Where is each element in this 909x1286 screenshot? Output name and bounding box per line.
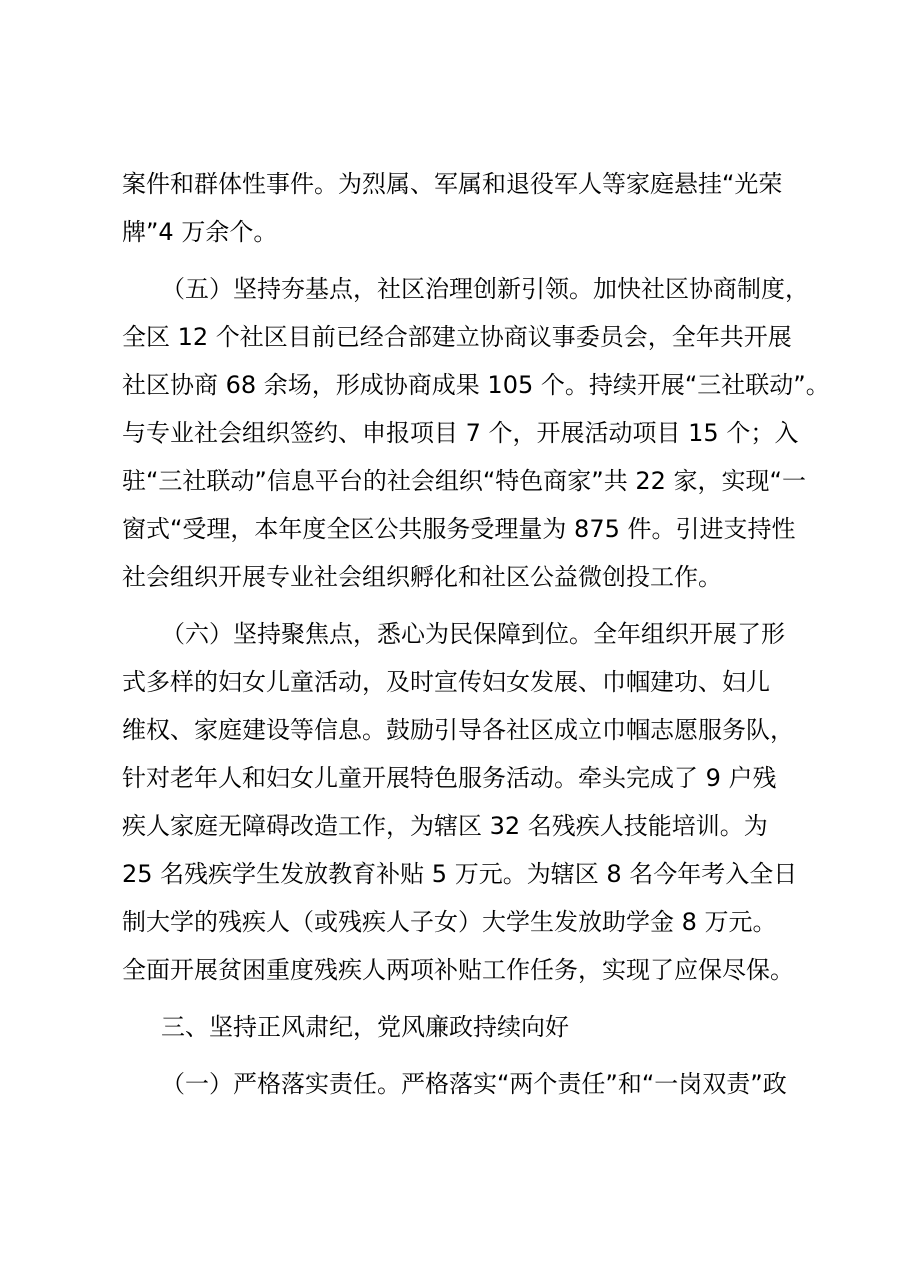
text-line-10: （六）坚持聚焦点，悉心为民保障到位。全年组织开展了形 xyxy=(161,620,785,648)
text-line-2: 牌”4 万余个。 xyxy=(122,218,278,246)
text-line-15: 25 名残疾学生发放教育补贴 5 万元。为辖区 8 名今年考入全日 xyxy=(122,860,798,888)
text-line-12: 维权、家庭建设等信息。鼓励引导各社区成立巾帼志愿服务队， xyxy=(122,716,794,744)
text-line-6: 与专业社会组织签约、申报项目 7 个，开展活动项目 15 个；入 xyxy=(122,419,799,447)
text-line-19: （一）严格落实责任。严格落实“两个责任”和“一岗双责”政 xyxy=(161,1070,787,1098)
text-line-4: 全区 12 个社区目前已经合部建立协商议事委员会，全年共开展 xyxy=(122,323,792,351)
text-line-13: 针对老年人和妇女儿童开展特色服务活动。牵头完成了 9 户残 xyxy=(122,764,777,792)
text-line-14: 疾人家庭无障碍改造工作，为辖区 32 名残疾人技能培训。为 xyxy=(122,812,768,840)
text-line-8: 窗式“受理，本年度全区公共服务受理量为 875 件。引进支持性 xyxy=(122,515,796,543)
text-line-7: 驻“三社联动”信息平台的社会组织“特色商家”共 22 家，实现“一 xyxy=(122,467,806,495)
text-line-9: 社会组织开展专业社会组织孵化和社区公益微创投工作。 xyxy=(122,563,722,591)
text-line-11: 式多样的妇女儿童活动，及时宣传妇女发展、巾帼建功、妇儿 xyxy=(122,668,770,696)
section-heading: 三、坚持正风肃纪，党风廉政持续向好 xyxy=(161,1013,569,1041)
text-line-5: 社区协商 68 余场，形成协商成果 105 个。持续开展“三社联动”。 xyxy=(122,371,830,399)
text-line-17: 全面开展贫困重度残疾人两项补贴工作任务，实现了应保尽保。 xyxy=(122,956,794,984)
text-line-3: （五）坚持夯基点，社区治理创新引领。加快社区协商制度， xyxy=(161,275,809,303)
text-line-16: 制大学的残疾人（或残疾人子女）大学生发放助学金 8 万元。 xyxy=(122,908,777,936)
text-line-1: 案件和群体性事件。为烈属、军属和退役军人等家庭悬挂“光荣 xyxy=(122,170,783,198)
